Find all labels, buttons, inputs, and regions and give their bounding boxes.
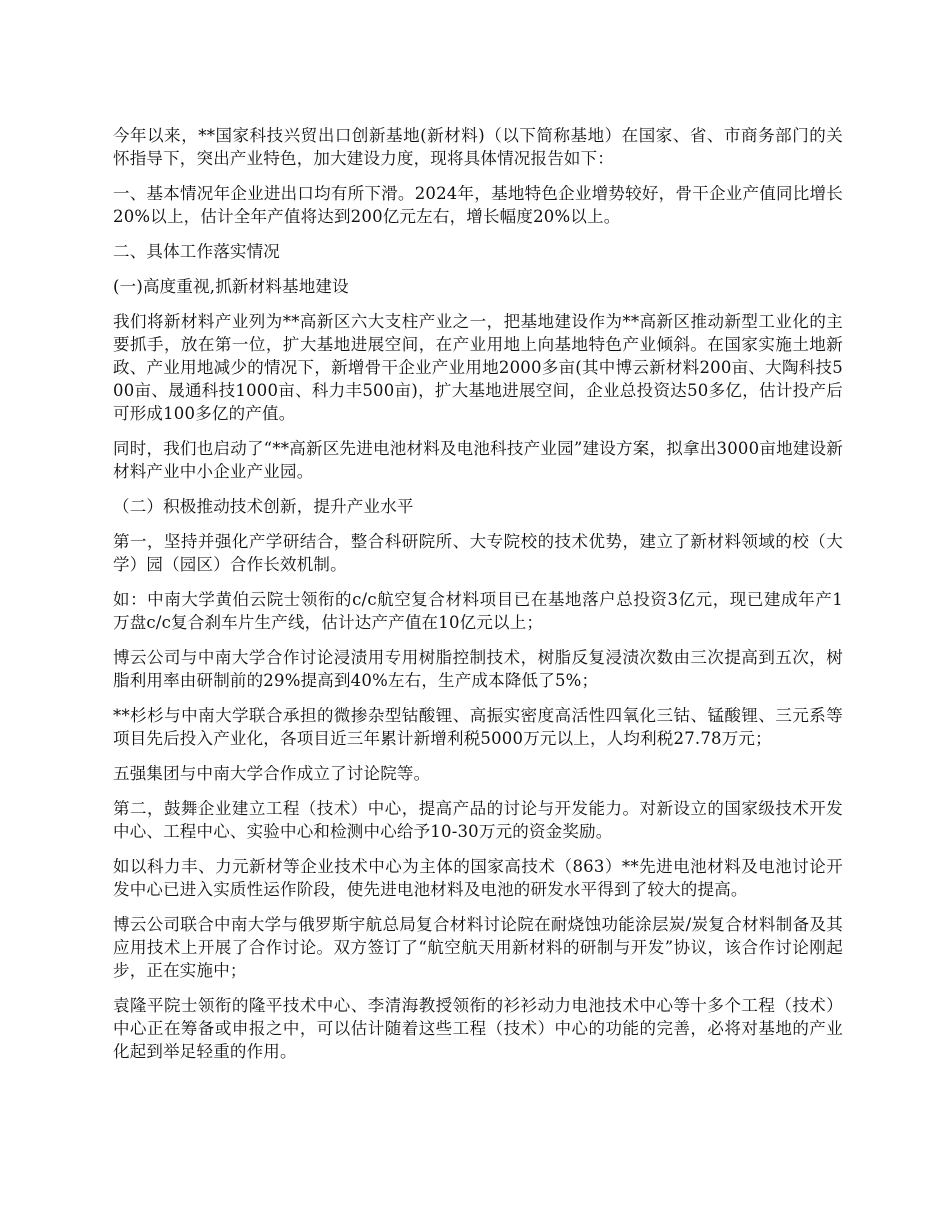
body-paragraph: 同时，我们也启动了“**高新区先进电池材料及电池科技产业园”建设方案，拟拿出3000亩地建设新材料产业中小企业产业园。 xyxy=(113,439,843,481)
body-paragraph: 博云公司与中南大学合作讨论浸渍用专用树脂控制技术，树脂反复浸渍次数由三次提高到五次，树脂利用率由研制前的29%提高到40%左右，生产成本降低了5%； xyxy=(113,648,843,690)
body-paragraph: 五强集团与中南大学合作成立了讨论院等。 xyxy=(113,764,431,783)
subsection-heading-1: (一)高度重视,抓新材料基地建设 xyxy=(113,277,349,296)
body-paragraph: 第二，鼓舞企业建立工程（技术）中心，提高产品的讨论与开发能力。对新设立的国家级技术开发中心、工程中心、实验中心和检测中心给予10-30万元的资金奖励。 xyxy=(113,799,843,841)
body-paragraph: 我们将新材料产业列为**高新区六大支柱产业之一，把基地建设作为**高新区推动新型工业化的主要抓手，放在第一位，扩大基地进展空间，在产业用地上向基地特色产业倾斜。在国家实施土地新政、产业用地减少的情况下，新增骨干企业产业用地2000多亩(其中博云新材料200亩、大陶科技500亩、晟通科技1000亩、科力丰500亩)，扩大基地进展空间，企业总投资达50多亿，估计投产后可形成100多亿的产值。 xyxy=(113,312,843,423)
section-heading-work: 二、具体工作落实情况 xyxy=(113,242,280,261)
document-body xyxy=(113,124,843,1075)
basic-situation-paragraph: 一、基本情况年企业进出口均有所下滑。2024年，基地特色企业增势较好，骨干企业产值同比增长20%以上，估计全年产值将达到200亿元左右，增长幅度20%以上。 xyxy=(113,184,843,226)
subsection-heading-2: （二）积极推动技术创新，提升产业水平 xyxy=(113,497,414,516)
body-paragraph: **杉杉与中南大学联合承担的微掺杂型钴酸锂、高振实密度高活性四氧化三钴、锰酸锂、三元系等项目先后投入产业化，各项目近三年累计新增利税5000万元以上，人均利税27.78万元； xyxy=(113,706,843,748)
body-paragraph: 如：中南大学黄伯云院士领衔的c/c航空复合材料项目已在基地落户总投资3亿元，现已建成年产1万盘c/c复合刹车片生产线，估计达产产值在10亿元以上； xyxy=(113,590,843,632)
body-paragraph: 如以科力丰、力元新材等企业技术中心为主体的国家高技术（863）**先进电池材料及电池讨论开发中心已进入实质性运作阶段，使先进电池材料及电池的研发水平得到了较大的提高。 xyxy=(113,857,843,899)
body-paragraph: 袁隆平院士领衔的隆平技术中心、李清海教授领衔的衫衫动力电池技术中心等十多个工程（技术）中心正在筹备或申报之中，可以估计随着这些工程（技术）中心的功能的完善，必将对基地的产业化起到举足轻重的作用。 xyxy=(113,996,843,1061)
intro-paragraph: 今年以来，**国家科技兴贸出口创新基地(新材料)（以下简称基地）在国家、省、市商务部门的关怀指导下，突出产业特色，加大建设力度，现将具体情况报告如下： xyxy=(113,126,843,168)
body-paragraph: 第一，坚持并强化产学研结合，整合科研院所、大专院校的技术优势，建立了新材料领域的校（大学）园（园区）合作长效机制。 xyxy=(113,532,843,574)
body-paragraph: 博云公司联合中南大学与俄罗斯宇航总局复合材料讨论院在耐烧蚀功能涂层炭/炭复合材料制备及其应用技术上开展了合作讨论。双方签订了“航空航天用新材料的研制与开发”协议，该合作讨论刚起步，正在实施中； xyxy=(113,915,843,980)
